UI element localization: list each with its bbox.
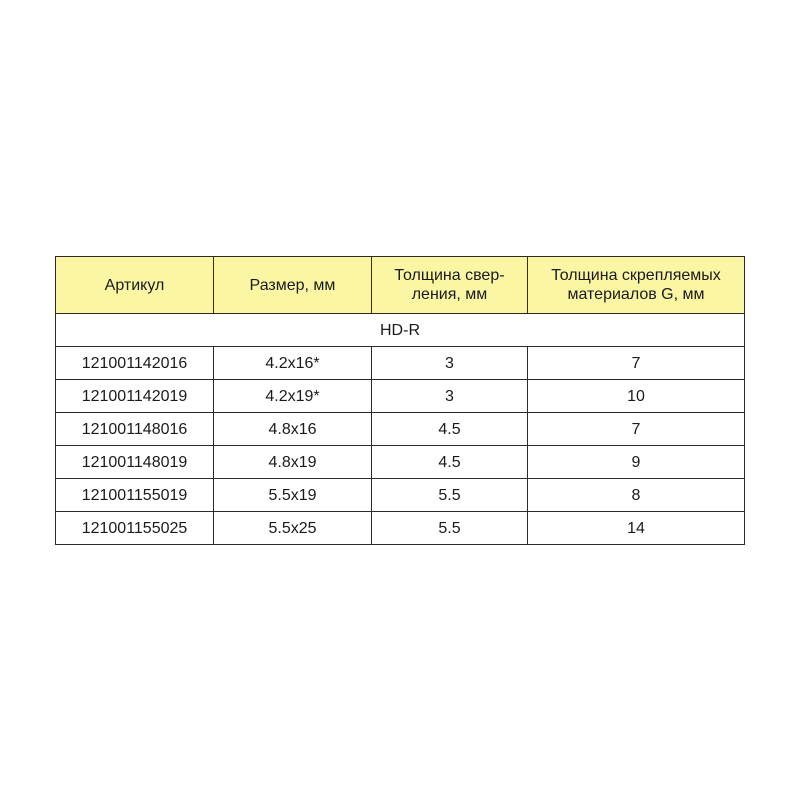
cell-material-thickness: 8 <box>528 479 745 512</box>
header-drilling-thickness: Толщина свер- ления, мм <box>372 257 528 314</box>
group-row <box>56 314 745 347</box>
cell-drilling-thickness: 4.5 <box>372 413 528 446</box>
cell-drilling-thickness: 3 <box>372 347 528 380</box>
table-row <box>56 413 745 446</box>
header-material-thickness: Толщина скрепляемых материалов G, мм <box>528 257 745 314</box>
cell-article: 121001142019 <box>56 380 214 413</box>
cell-article: 121001155025 <box>56 512 214 545</box>
cell-size: 4.8x19 <box>214 446 372 479</box>
table-row <box>56 512 745 545</box>
table-row <box>56 479 745 512</box>
table-row <box>56 347 745 380</box>
specification-table <box>55 256 745 545</box>
cell-drilling-thickness: 3 <box>372 380 528 413</box>
cell-article: 121001155019 <box>56 479 214 512</box>
header-article: Артикул <box>56 257 214 314</box>
cell-size: 5.5x19 <box>214 479 372 512</box>
cell-material-thickness: 9 <box>528 446 745 479</box>
cell-material-thickness: 7 <box>528 413 745 446</box>
table-group <box>56 314 745 347</box>
cell-drilling-thickness: 5.5 <box>372 512 528 545</box>
cell-size: 4.2x19* <box>214 380 372 413</box>
cell-article: 121001142016 <box>56 347 214 380</box>
cell-material-thickness: 10 <box>528 380 745 413</box>
cell-article: 121001148016 <box>56 413 214 446</box>
cell-size: 4.2x16* <box>214 347 372 380</box>
header-row <box>56 257 745 314</box>
table-row <box>56 446 745 479</box>
cell-size: 4.8x16 <box>214 413 372 446</box>
table-header <box>56 257 745 314</box>
cell-material-thickness: 7 <box>528 347 745 380</box>
group-label: HD-R <box>56 314 745 347</box>
cell-material-thickness: 14 <box>528 512 745 545</box>
cell-article: 121001148019 <box>56 446 214 479</box>
cell-drilling-thickness: 4.5 <box>372 446 528 479</box>
table-body <box>56 347 745 545</box>
cell-size: 5.5x25 <box>214 512 372 545</box>
cell-drilling-thickness: 5.5 <box>372 479 528 512</box>
table-row <box>56 380 745 413</box>
header-size: Размер, мм <box>214 257 372 314</box>
